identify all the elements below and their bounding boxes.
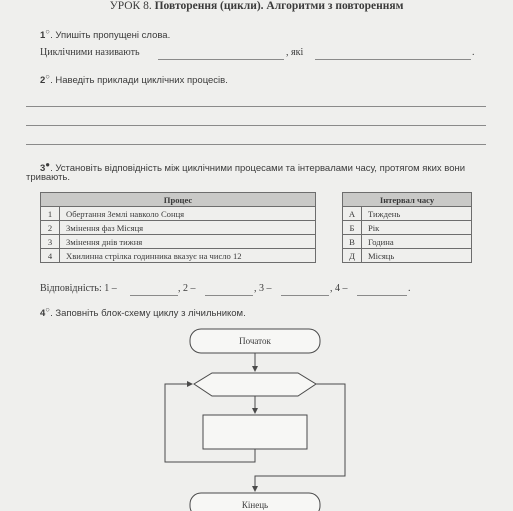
answer-label: Відповідність: 1 – <box>40 283 117 294</box>
task-text: . Установіть відповідність між циклічними процесами та інтервалами часу, протягом яких вони <box>50 163 466 175</box>
end-label: Кінець <box>241 500 269 510</box>
task-number: 1 <box>40 30 46 42</box>
task-text: . Заповніть блок-схему циклу з лічильником. <box>50 308 246 320</box>
table-row: А Тиждень <box>343 207 472 221</box>
table-row: 1 Обертання Землі навколо Сонця <box>41 207 316 221</box>
table-row: 3 Змінення днів тижня <box>41 235 316 249</box>
lesson-title: Повторення (цикли). Алгоритми з повторенням <box>154 0 404 12</box>
task-number: 4 <box>40 308 46 320</box>
difficulty-marker: ● <box>45 160 51 169</box>
lesson-number: УРОК 8. <box>109 0 152 12</box>
table-row: Д Місяць <box>343 249 472 263</box>
process-block[interactable] <box>203 415 307 449</box>
task-text: . Упишіть пропущені слова. <box>50 30 171 42</box>
task-number: 2 <box>40 75 46 87</box>
table-row: В Година <box>343 235 472 249</box>
answer-sep-3: , 3 – <box>254 283 272 294</box>
decision-block[interactable] <box>194 373 316 396</box>
answer-sep-4: , 4 – <box>330 283 348 294</box>
answer-sep-2: , 2 – <box>178 283 196 294</box>
interval-header: Інтервал часу <box>343 193 472 207</box>
difficulty-marker: ○ <box>45 305 51 314</box>
table-row: Б Рік <box>343 221 472 235</box>
task-1-sentence-start: Циклічними називають <box>40 47 140 58</box>
difficulty-marker: ○ <box>45 72 51 81</box>
task-1-sentence-mid: , які <box>286 47 304 58</box>
start-label: Початок <box>239 336 271 346</box>
table-row: 4 Хвилинна стрілка годинника вказує на число 12 <box>41 249 316 263</box>
task-number: 3 <box>40 163 46 175</box>
task-text: . Наведіть приклади циклічних процесів. <box>50 75 228 87</box>
task-1-sentence-end: . <box>472 47 475 58</box>
answer-end: . <box>408 283 411 294</box>
process-header: Процес <box>41 193 316 207</box>
task-3-heading-cont: тривають. <box>26 172 71 183</box>
table-row: 2 Змінення фаз Місяця <box>41 221 316 235</box>
difficulty-marker: ○ <box>45 27 51 36</box>
